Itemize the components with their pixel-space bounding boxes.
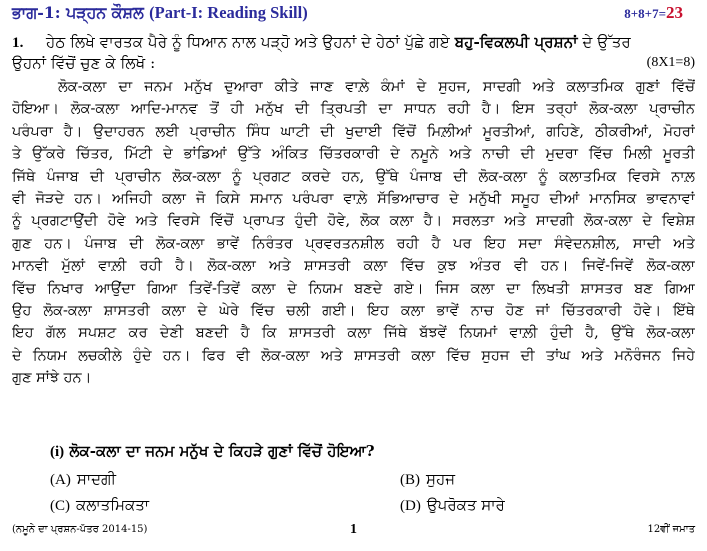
passage-line: ਤੇ ਉੱਕਰੇ ਚਿੱਤਰ, ਮਿੱਟੀ ਦੇ ਭਾਂਡਿਆਂ ਉੱਤੇ ਅੰਕਿਤ ਚਿੱਤਰਕਾਰੀ ਦੇ ਨਮੂਨੇ ਅਤੇ ਨਾਚੀ ਦੀ ਮੁਦਰਾ ਵਿੱਚ ਮਿਲੀ ਮੂਰਤੀ (12, 146, 695, 163)
passage-line: ਵਿੱਚ ਨਿਖਾਰ ਆਉਂਦਾ ਗਿਆ ਤਿਵੇਂ-ਤਿਵੇਂ ਕਲਾ ਦੇ ਨਿਯਮ ਬਣਦੇ ਗਏ। ਜਿਸ ਕਲਾ ਦਾ ਲਿਖਤੀ ਸ਼ਾਸਤਰ ਬਣ ਗਿਆ (12, 280, 695, 297)
passage-line: ਦੇ ਨਿਯਮ ਲਚਕੀਲੇ ਹੁੰਦੇ ਹਨ। ਫਿਰ ਵੀ ਲੋਕ-ਕਲਾ ਅਤੇ ਸ਼ਾਸਤਰੀ ਕਲਾ ਵਿੱਚ ਸੁਹਜ ਦੀ ਤਾਂਘ ਅਤੇ ਮਨੋਰੰਜਨ ਜਿਹੇ (12, 347, 695, 364)
footer-class: 12ਵੀਂ ਜਮਾਤ (647, 524, 695, 535)
passage-line: ਨੂੰ ਪ੍ਰਗਟਾਉਂਦੀ ਹੋਵੇ ਅਤੇ ਵਿਰਸੇ ਵਿੱਚੋਂ ਪ੍ਰਾਪਤ ਹੁੰਦੀ ਹੋਵੇ, ਲੋਕ ਕਲਾ ਹੈ। ਸਰਲਤਾ ਅਤੇ ਸਾਦਗੀ ਲੋਕ-ਕਲਾ ਦੇ ਵਿਸ਼ੇਸ਼ (12, 213, 695, 230)
instruction-text-start: ਹੇਠ ਲਿਖੇ ਵਾਰਤਕ ਪੈਰੇ ਨੂੰ ਧਿਆਨ ਨਾਲ ਪੜ੍ਹੋ ਅਤੇ ਉਹਨਾਂ ਦੇ ਹੇਠਾਂ ਪੁੱਛੇ ਗਏ (46, 33, 450, 51)
option-text: ਸੁਹਜ (426, 470, 455, 488)
section-title-english: (Part-I: Reading Skill) (149, 3, 308, 22)
page-number: 1 (350, 522, 357, 537)
question-marks: (8X1=8) (646, 55, 695, 70)
passage-line: ਇਹ ਗੱਲ ਸਪਸ਼ਟ ਕਰ ਦੇਣੀ ਬਣਦੀ ਹੈ ਕਿ ਸ਼ਾਸਤਰੀ ਕਲਾ ਜਿੱਥੇ ਬੱਝਵੇਂ ਨਿਯਮਾਂ ਵਾਲ਼ੀ ਹੁੰਦੀ ਹੈ, ਉੱਥੇ ਲੋਕ-ਕਲਾ (12, 325, 695, 342)
instruction-text-end: ਦੇ ਉੱਤਰ (582, 33, 631, 51)
question-instruction-line-2 (12, 54, 695, 72)
instruction-text-line-2: ਉਹਨਾਂ ਵਿੱਚੋਂ ਚੁਣ ਕੇ ਲਿਖੋ : (12, 54, 156, 72)
section-marks (624, 4, 683, 23)
marks-breakdown: 8+8+7= (624, 6, 666, 21)
option-text: ਕਲਾਤਮਿਕਤਾ (76, 496, 150, 514)
option-d[interactable] (400, 496, 505, 515)
option-label: (A) (50, 472, 71, 488)
option-label: (B) (400, 472, 420, 488)
passage-line: ਉਹ ਲੋਕ-ਕਲਾ ਸ਼ਾਸਤਰੀ ਕਲਾ ਦੇ ਘੇਰੇ ਵਿੱਚ ਚਲੀ ਗਈ। ਇਹ ਕਲਾ ਭਾਵੇਂ ਨਾਚ ਹੋਣ ਜਾਂ ਚਿੱਤਰਕਾਰੀ ਹੋਵੇ। ਇੱਥੇ (12, 303, 695, 320)
option-c[interactable] (50, 496, 149, 515)
passage-line: ਜਿੱਥੇ ਪੰਜਾਬ ਦੀ ਪ੍ਰਾਚੀਨ ਲੋਕ-ਕਲਾ ਨੂੰ ਪ੍ਰਗਟ ਕਰਦੇ ਹਨ, ਉੱਥੇ ਪੰਜਾਬ ਦੀ ਲੋਕ-ਕਲਾ ਨੂੰ ਕਲਾਤਮਿਕ ਵਿਰਸੇ ਨਾਲ਼ (12, 168, 695, 185)
option-label: (C) (50, 498, 70, 514)
passage-line: ਲੋਕ-ਕਲਾ ਦਾ ਜਨਮ ਮਨੁੱਖ ਦੁਆਰਾ ਕੀਤੇ ਜਾਣ ਵਾਲ਼ੇ ਕੰਮਾਂ ਦੇ ਸੁਹਜ, ਸਾਦਗੀ ਅਤੇ ਕਲਾਤਮਿਕ ਗੁਣਾਂ ਵਿੱਚੋਂ (58, 79, 695, 95)
section-heading (12, 4, 695, 22)
marks-total: 23 (666, 3, 683, 22)
reading-passage (12, 76, 695, 390)
passage-line: ਵੀ ਜੋੜਦੇ ਹਨ। ਅਜਿਹੀ ਕਲਾ ਜੋ ਕਿਸੇ ਸਮਾਨ ਪਰੰਪਰਾ ਵਾਲ਼ੇ ਸੱਭਿਆਚਾਰ ਦੇ ਮਨੁੱਖੀ ਸਮੂਹ ਦੀਆਂ ਮਾਨਸਿਕ ਭਾਵਨਾਵਾਂ (12, 191, 695, 208)
passage-line: ਪਰੰਪਰਾ ਹੈ। ਉਦਾਹਰਨ ਲਈ ਪ੍ਰਾਚੀਨ ਸਿੰਧ ਘਾਟੀ ਦੀ ਖੁਦਾਈ ਵਿੱਚੋਂ ਮਿਲ਼ੀਆਂ ਮੂਰਤੀਆਂ, ਗਹਿਣੇ, ਠੀਕਰੀਆਂ, ਮੋਹਰਾਂ (12, 123, 695, 140)
option-label: (D) (400, 498, 421, 514)
option-text: ਸਾਦਗੀ (76, 470, 116, 488)
option-a[interactable] (50, 470, 116, 489)
subquestion (50, 442, 375, 461)
section-title-punjabi: ਭਾਗ-1: ਪੜ੍ਹਨ ਕੌਸ਼ਲ (12, 3, 144, 22)
option-b[interactable] (400, 470, 455, 489)
footer-paper-name: (ਨਮੂਨੇ ਦਾ ਪ੍ਰਸ਼ਨ-ਪੱਤਰ 2014-15) (12, 524, 148, 535)
passage-line: ਹੋਇਆ। ਲੋਕ-ਕਲਾ ਆਦਿ-ਮਾਨਵ ਤੋਂ ਹੀ ਮਨੁੱਖ ਦੀ ਤ੍ਰਿਪਤੀ ਦਾ ਸਾਧਨ ਰਹੀ ਹੈ। ਇਸ ਤਰ੍ਹਾਂ ਲੋਕ-ਕਲਾ ਪ੍ਰਾਚੀਨ (12, 101, 695, 118)
question-instruction-line-1 (12, 33, 695, 52)
passage-line: ਗੁਣ ਹਨ। ਪੰਜਾਬ ਦੀ ਲੋਕ-ਕਲਾ ਭਾਵੇਂ ਨਿਰੰਤਰ ਪ੍ਰਵਰਤਨਸ਼ੀਲ ਰਹੀ ਹੈ ਪਰ ਇਹ ਸਦਾ ਸੰਵੇਦਨਸ਼ੀਲ, ਸਾਦੀ ਅਤੇ (12, 235, 695, 252)
option-text: ਉਪਰੋਕਤ ਸਾਰੇ (426, 496, 505, 514)
question-number: 1. (12, 34, 24, 51)
passage-line: ਗੁਣ ਸਾਂਝੇ ਹਨ। (12, 370, 92, 387)
subquestion-text: ਲੋਕ-ਕਲਾ ਦਾ ਜਨਮ ਮਨੁੱਖ ਦੇ ਕਿਹੜੇ ਗੁਣਾਂ ਵਿੱਚੋਂ ਹੋਇਆ? (69, 442, 375, 460)
passage-line: ਮਾਨਵੀ ਮੁੱਲਾਂ ਵਾਲ਼ੀ ਰਹੀ ਹੈ। ਲੋਕ-ਕਲਾ ਅਤੇ ਸ਼ਾਸਤਰੀ ਕਲਾ ਵਿੱਚ ਕੁਝ ਅੰਤਰ ਵੀ ਹਨ। ਜਿਵੇਂ-ਜਿਵੇਂ ਲੋਕ-ਕਲਾ (12, 258, 695, 275)
instruction-bold-text: ਬਹੁ-ਵਿਕਲਪੀ ਪ੍ਰਸ਼ਨਾਂ (454, 33, 578, 51)
subquestion-label: (i) (50, 444, 65, 460)
